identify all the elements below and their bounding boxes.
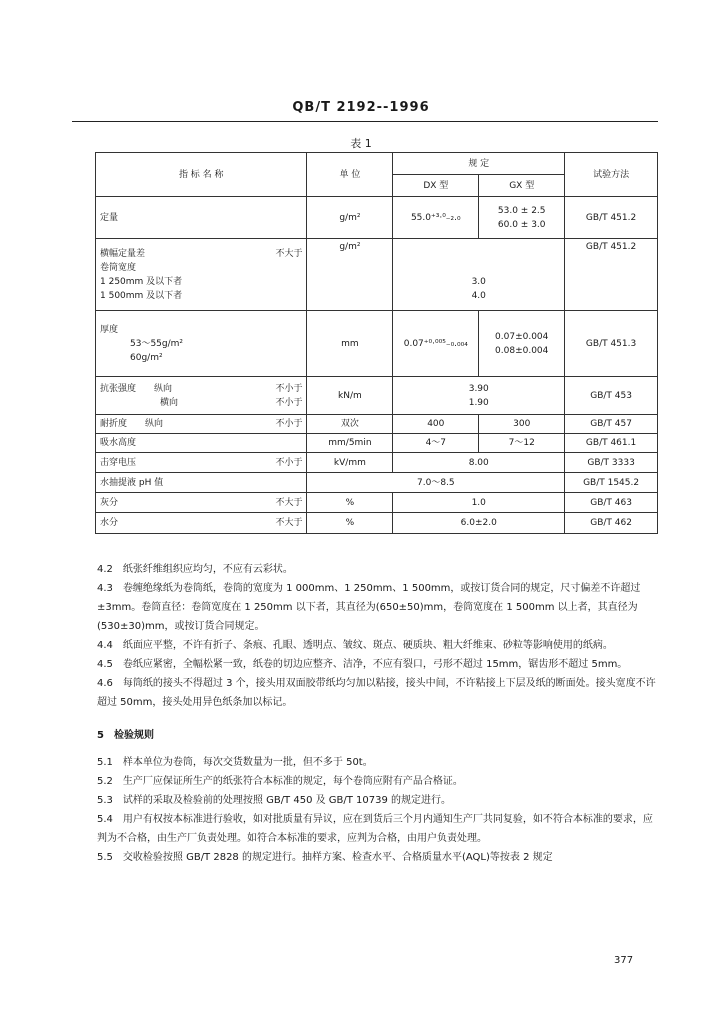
col-header-dx: DX 型: [393, 175, 479, 197]
table-row: [96, 453, 658, 473]
table-row: [96, 377, 658, 415]
clause-4-4: 4.4 纸面应平整，不许有折子、条痕、孔眼、透明点、皱纹、斑点、硬质块、粗大纤维束、砂粒等影响使用的纸病。: [97, 640, 613, 651]
row-dx-value: 0.07⁺⁰·⁰⁰⁵₋₀.₀₀₄: [393, 311, 479, 377]
table-caption: 表 1: [350, 137, 372, 150]
clause-5-3: 5.3 试样的采取及检验前的处理按照 GB/T 450 及 GB/T 10739 的规定进行。: [97, 795, 452, 806]
table-row: [96, 513, 658, 534]
section-5-heading: 5 检验规则: [97, 730, 154, 741]
row-method: GB/T 463: [565, 493, 658, 513]
table-row: [96, 473, 658, 493]
row-unit: g/m²: [307, 197, 393, 239]
clause-4-5: 4.5 卷纸应紧密，全幅松紧一致，纸卷的切边应整齐、洁净，不应有裂口，弓形不超过 15mm，锯齿形不超过 5mm。: [97, 659, 628, 670]
row-value: 1.0: [393, 493, 565, 513]
row-name: 耐折度 纵向 不小于: [96, 415, 307, 434]
col-header-item: 指 标 名 称: [96, 153, 307, 197]
clause-5-4: 5.4 用户有权按本标准进行验收，如对批质量有异议，应在到货后三个月内通知生产厂共同复验，如不符合本标准的要求，应判为不合格，由生产厂负责处理。如符合本标准的要求，应判为合格，由用户负责处理。: [97, 814, 653, 844]
row-method: GB/T 1545.2: [565, 473, 658, 493]
row-dx-value: 55.0⁺³·⁰₋₂.₀: [393, 197, 479, 239]
row-name: 厚度 53～55g/m² 60g/m²: [96, 311, 307, 377]
row-gx-value: 300: [479, 415, 565, 434]
col-header-unit: 单 位: [307, 153, 393, 197]
row-name: 抗张强度 纵向 不小于 横向 不小于: [96, 377, 307, 415]
table-row: [96, 493, 658, 513]
table-row: [96, 311, 658, 377]
row-unit: mm: [307, 311, 393, 377]
row-method: GB/T 461.1: [565, 434, 658, 453]
row-unit: %: [307, 493, 393, 513]
table-row: [96, 434, 658, 453]
row-value: 8.00: [393, 453, 565, 473]
row-unit: kN/m: [307, 377, 393, 415]
clause-4-2: 4.2 纸张纤维组织应均匀，不应有云彩状。: [97, 564, 293, 575]
page-number: 377: [614, 955, 634, 966]
row-name: 水抽提液 pH 值: [96, 473, 307, 493]
row-method: GB/T 457: [565, 415, 658, 434]
row-name: 定量: [96, 197, 307, 239]
spec-table: [95, 152, 658, 534]
row-name: 吸水高度: [96, 434, 307, 453]
row-dx-value: 4～7: [393, 434, 479, 453]
row-unit: g/m²: [307, 239, 393, 311]
col-header-spec: 规 定: [393, 153, 565, 175]
col-header-gx: GX 型: [479, 175, 565, 197]
row-method: GB/T 462: [565, 513, 658, 534]
row-gx-value: 7～12: [479, 434, 565, 453]
row-gx-value: 53.0 ± 2.5 60.0 ± 3.0: [479, 197, 565, 239]
row-value: 7.0～8.5: [307, 473, 565, 493]
row-name: 灰分 不大于: [96, 493, 307, 513]
row-value: 3.0 4.0: [393, 239, 565, 311]
header-rule: [72, 121, 658, 122]
clause-4-6: 4.6 每筒纸的接头不得超过 3 个，接头用双面胶带纸均匀加以粘接，接头中间，不许粘接上下层及纸的断面处。接头宽度不许超过 50mm，接头处用异色纸条加以标记。: [97, 678, 656, 708]
clause-5-1: 5.1 样本单位为卷筒，每次交货数量为一批，但不多于 50t。: [97, 757, 373, 768]
row-value: 6.0±2.0: [393, 513, 565, 534]
row-method: GB/T 3333: [565, 453, 658, 473]
row-name: 横幅定量差 不大于 卷筒宽度 1 250mm 及以下者 1 500mm 及以下者: [96, 239, 307, 311]
row-method: GB/T 451.2: [565, 197, 658, 239]
standard-code-header: QB/T 2192--1996: [292, 100, 430, 115]
row-method: GB/T 453: [565, 377, 658, 415]
row-method: GB/T 451.2: [565, 239, 658, 311]
row-method: GB/T 451.3: [565, 311, 658, 377]
clause-5-2: 5.2 生产厂应保证所生产的纸张符合本标准的规定，每个卷筒应附有产品合格证。: [97, 776, 463, 787]
clause-5-5: 5.5 交收检验按照 GB/T 2828 的规定进行。抽样方案、检查水平、合格质量水平(AQL)等按表 2 规定: [97, 852, 553, 863]
row-unit: 双次: [307, 415, 393, 434]
row-unit: %: [307, 513, 393, 534]
row-name: 水分 不大于: [96, 513, 307, 534]
row-name: 击穿电压 不小于: [96, 453, 307, 473]
row-value: 3.90 1.90: [393, 377, 565, 415]
clause-4-3: 4.3 卷缠绝缘纸为卷筒纸，卷筒的宽度为 1 000mm、1 250mm、1 500mm，或按订货合同的规定，尺寸偏差不许超过±3mm。卷筒直径：卷筒宽度在 1 250mm 以下者，其直径为(650±50)mm，卷筒宽度在 1 500mm 以上者，其直径为(530±30)mm，或按订货合同规定。: [97, 583, 641, 632]
table-row: [96, 415, 658, 434]
table-row: [96, 239, 658, 311]
row-unit: mm/5min: [307, 434, 393, 453]
row-dx-value: 400: [393, 415, 479, 434]
table-row: [96, 197, 658, 239]
clause-body: [97, 560, 660, 867]
row-unit: kV/mm: [307, 453, 393, 473]
col-header-method: 试验方法: [565, 153, 658, 197]
row-gx-value: 0.07±0.004 0.08±0.004: [479, 311, 565, 377]
